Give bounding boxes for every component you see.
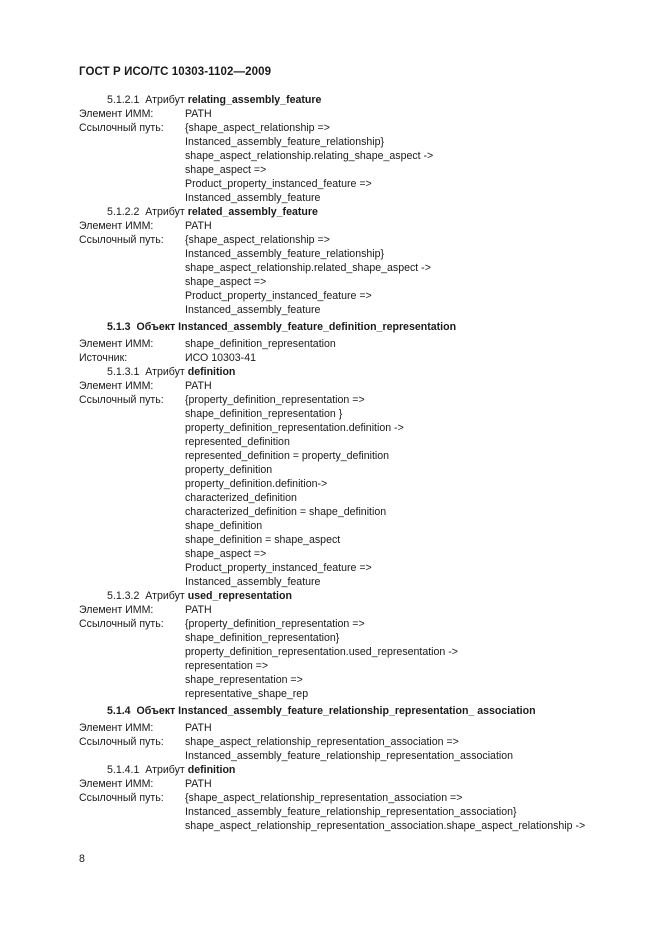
field-row — [79, 351, 639, 365]
path-line: Instanced_assembly_feature_relationship_representation_association — [185, 750, 514, 762]
path-line: {shape_aspect_relationship => — [185, 122, 330, 134]
path-line: Instanced_assembly_feature_relationship_representation_association} — [185, 806, 517, 818]
subsection-name: related_assembly_feature — [187, 206, 318, 218]
field-label: Элемент ИММ: — [79, 338, 154, 350]
path-line: shape_definition = shape_aspect — [185, 534, 341, 546]
field-row — [79, 617, 639, 631]
path-line: property_definition_representation.definition -> — [185, 422, 404, 434]
path-line: Instanced_assembly_feature — [185, 192, 321, 204]
field-value: shape_definition_representation — [185, 338, 336, 350]
path-line: {shape_aspect_relationship_representation_association => — [185, 792, 463, 804]
path-line: shape_aspect_relationship.relating_shape_aspect -> — [185, 150, 434, 162]
field-row — [79, 791, 639, 805]
path-line: shape_representation => — [185, 674, 303, 686]
path-line: Product_property_instanced_feature => — [185, 290, 372, 302]
path-line: shape_aspect => — [185, 276, 267, 288]
field-label: Элемент ИММ: — [79, 722, 154, 734]
field-label: Ссылочный путь: — [79, 122, 164, 134]
field-label: Элемент ИММ: — [79, 778, 154, 790]
section-number: 5.1.4 — [107, 705, 131, 717]
subsection-name: definition — [187, 764, 236, 776]
subsection-kind: Атрибут — [145, 366, 185, 378]
path-line: Product_property_instanced_feature => — [185, 562, 372, 574]
field-value: PATH — [185, 778, 212, 790]
path-line: shape_aspect_relationship.related_shape_aspect -> — [185, 262, 431, 274]
field-value: PATH — [185, 380, 212, 392]
path-line: Product_property_instanced_feature => — [185, 178, 372, 190]
document-header: ГОСТ Р ИСО/ТС 10303-1102—2009 — [79, 66, 272, 78]
field-row — [79, 219, 639, 233]
subsection-kind: Атрибут — [145, 590, 185, 602]
field-label: Ссылочный путь: — [79, 394, 164, 406]
path-line: property_definition — [185, 464, 273, 476]
subsection-name: relating_assembly_feature — [187, 94, 322, 106]
path-line: shape_aspect => — [185, 164, 267, 176]
subsection-number: 5.1.2.2 — [107, 206, 140, 218]
field-label: Элемент ИММ: — [79, 108, 154, 120]
section-heading — [79, 703, 639, 719]
field-row — [79, 337, 639, 351]
path-line: property_definition_representation.used_representation -> — [185, 646, 458, 658]
field-row — [79, 393, 639, 407]
path-line: Instanced_assembly_feature_relationship} — [185, 248, 385, 260]
subsection-name: used_representation — [187, 590, 292, 602]
section-name: Instanced_assembly_feature_relationship_representation_ association — [178, 705, 536, 717]
field-value: PATH — [185, 220, 212, 232]
section-heading — [79, 319, 639, 335]
path-line: shape_aspect_relationship_representation_association.shape_aspect_relationship -> — [185, 820, 586, 832]
field-label: Ссылочный путь: — [79, 234, 164, 246]
subsection-heading — [79, 589, 639, 603]
field-row — [79, 233, 639, 247]
path-line: Instanced_assembly_feature — [185, 304, 321, 316]
section-kind: Объект — [136, 321, 176, 333]
subsection-kind: Атрибут — [145, 94, 185, 106]
subsection-heading — [79, 763, 639, 777]
subsection-heading — [79, 365, 639, 379]
section-kind: Объект — [136, 705, 176, 717]
path-line: {shape_aspect_relationship => — [185, 234, 330, 246]
path-line: represented_definition = property_definition — [185, 450, 390, 462]
path-line: representation => — [185, 660, 269, 672]
field-value: PATH — [185, 722, 212, 734]
field-row — [79, 735, 639, 749]
field-row — [79, 603, 639, 617]
field-label: Источник: — [79, 352, 128, 364]
field-row — [79, 721, 639, 735]
subsection-heading — [79, 93, 639, 107]
field-value: PATH — [185, 604, 212, 616]
field-label: Ссылочный путь: — [79, 736, 164, 748]
field-value: PATH — [185, 108, 212, 120]
section-number: 5.1.3 — [107, 321, 131, 333]
path-line: characterized_definition = shape_definition — [185, 506, 387, 518]
path-line: characterized_definition — [185, 492, 297, 504]
field-row — [79, 107, 639, 121]
field-row — [79, 121, 639, 135]
path-line: shape_definition — [185, 520, 263, 532]
path-line: shape_definition_representation } — [185, 408, 343, 420]
subsection-kind: Атрибут — [145, 764, 185, 776]
path-line: represented_definition — [185, 436, 290, 448]
subsection-number: 5.1.4.1 — [107, 764, 140, 776]
section-name: Instanced_assembly_feature_definition_representation — [178, 321, 457, 333]
field-label: Элемент ИММ: — [79, 604, 154, 616]
subsection-number: 5.1.3.1 — [107, 366, 140, 378]
subsection-kind: Атрибут — [145, 206, 185, 218]
subsection-number: 5.1.2.1 — [107, 94, 140, 106]
path-line: {property_definition_representation => — [185, 618, 365, 630]
path-line: shape_definition_representation} — [185, 632, 340, 644]
document-body — [79, 93, 639, 833]
path-line: {property_definition_representation => — [185, 394, 365, 406]
subsection-name: definition — [187, 366, 236, 378]
path-line: Instanced_assembly_feature_relationship} — [185, 136, 385, 148]
path-line: shape_aspect_relationship_representation_association => — [185, 736, 459, 748]
path-line: representative_shape_rep — [185, 688, 309, 700]
subsection-heading — [79, 205, 639, 219]
path-line: shape_aspect => — [185, 548, 267, 560]
field-row — [79, 777, 639, 791]
field-label: Ссылочный путь: — [79, 792, 164, 804]
field-label: Элемент ИММ: — [79, 220, 154, 232]
field-row — [79, 379, 639, 393]
field-value: ИСО 10303-41 — [185, 352, 256, 364]
page-number: 8 — [79, 853, 85, 865]
path-line: Instanced_assembly_feature — [185, 576, 321, 588]
subsection-number: 5.1.3.2 — [107, 590, 140, 602]
field-label: Ссылочный путь: — [79, 618, 164, 630]
path-line: property_definition.definition-> — [185, 478, 328, 490]
field-label: Элемент ИММ: — [79, 380, 154, 392]
